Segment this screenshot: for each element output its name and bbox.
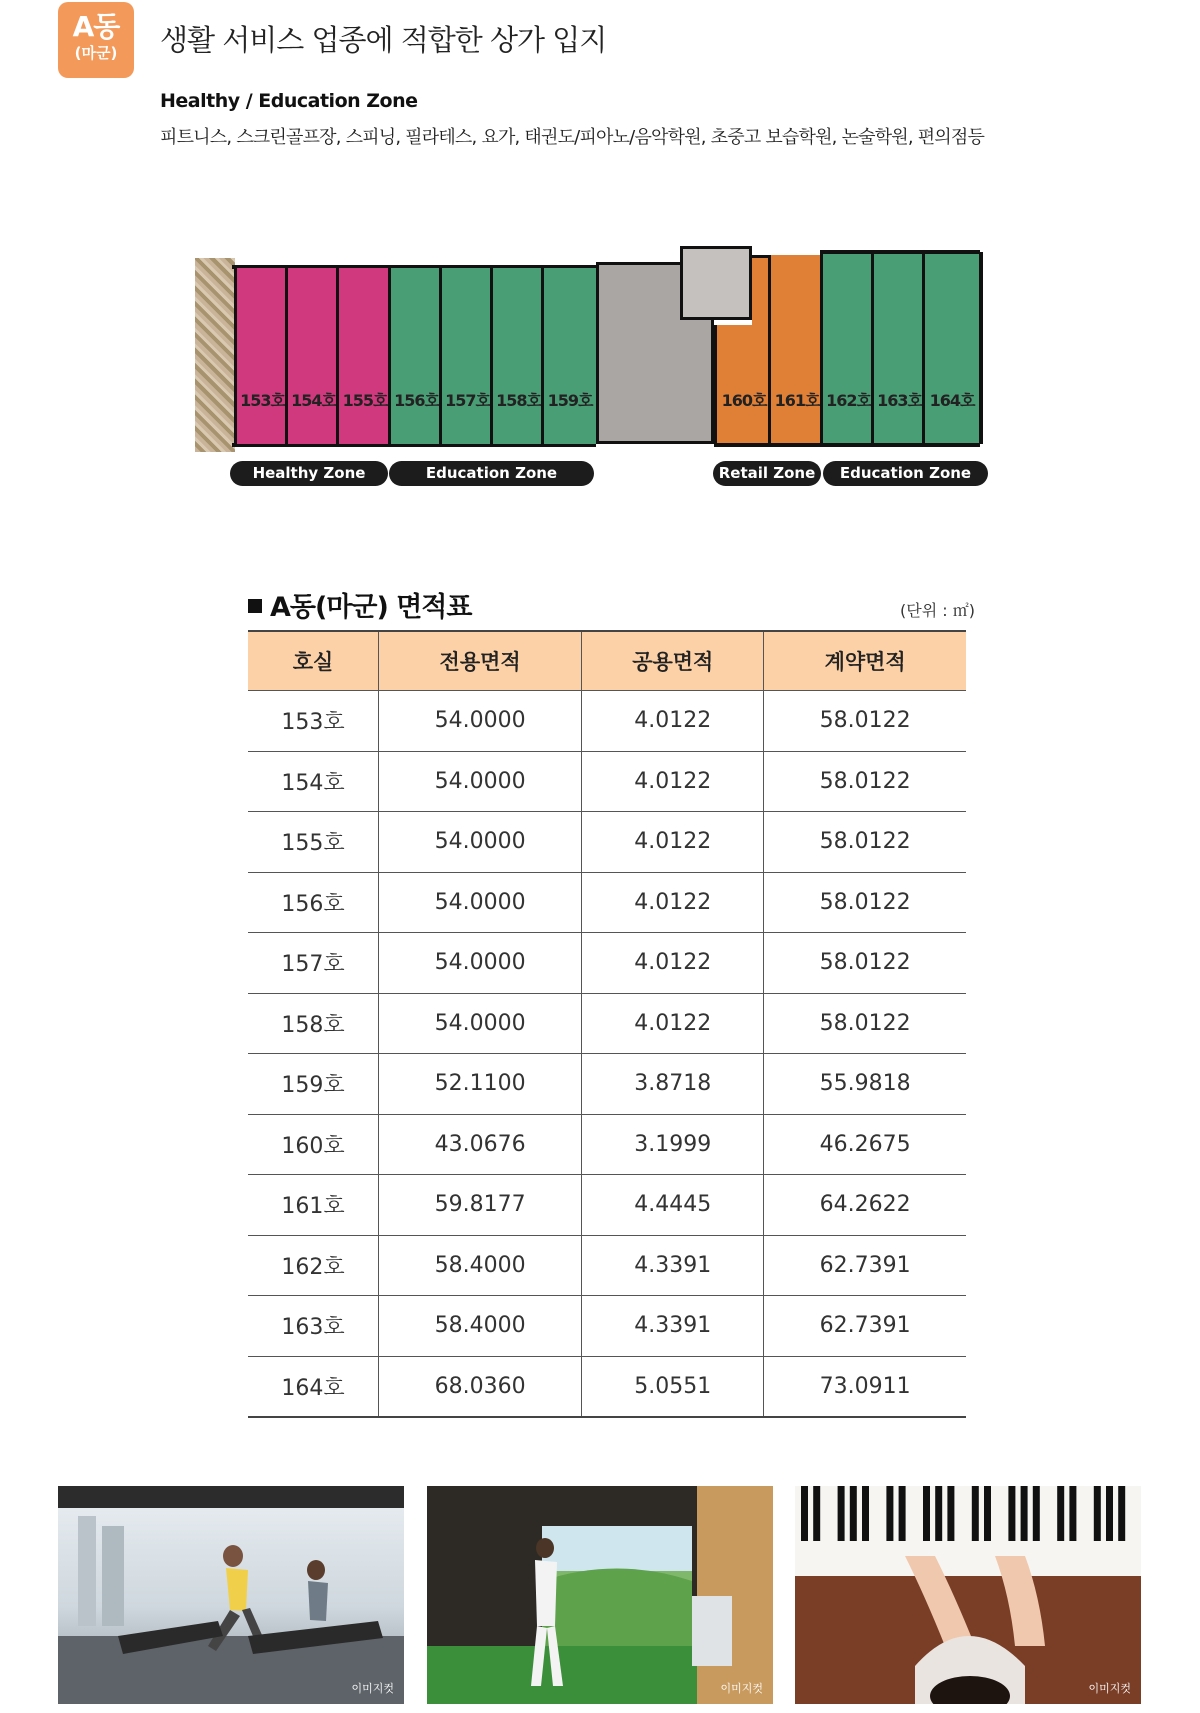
cell-exclusive-area: 54.0000 — [379, 993, 582, 1054]
cell-common-area: 4.4445 — [582, 1175, 764, 1236]
table-row — [248, 933, 966, 994]
cell-contract-area: 58.0122 — [764, 933, 966, 994]
unit-163: 163호 — [871, 252, 925, 444]
table-row — [248, 691, 966, 752]
col-header-unit: 호실 — [248, 631, 379, 691]
cell-common-area: 4.0122 — [582, 812, 764, 873]
cell-unit: 160호 — [248, 1114, 379, 1175]
unit-153: 153호 — [234, 268, 288, 444]
table-row — [248, 1054, 966, 1115]
cell-exclusive-area: 43.0676 — [379, 1114, 582, 1175]
cell-contract-area: 64.2622 — [764, 1175, 966, 1236]
cell-exclusive-area: 54.0000 — [379, 933, 582, 994]
unit-note: (단위 : ㎡) — [900, 601, 975, 620]
cell-common-area: 5.0551 — [582, 1356, 764, 1417]
col-header-exclusive: 전용면적 — [379, 631, 582, 691]
cell-contract-area: 46.2675 — [764, 1114, 966, 1175]
zone-pill-education-right: Education Zone — [823, 461, 988, 486]
stone-wall — [195, 258, 235, 452]
badge-sub-label: (마군) — [74, 44, 118, 62]
cell-exclusive-area: 54.0000 — [379, 751, 582, 812]
cell-exclusive-area: 52.1100 — [379, 1054, 582, 1115]
cell-common-area: 4.0122 — [582, 872, 764, 933]
cell-exclusive-area: 59.8177 — [379, 1175, 582, 1236]
cell-unit: 163호 — [248, 1296, 379, 1357]
cell-common-area: 3.8718 — [582, 1054, 764, 1115]
cell-contract-area: 73.0911 — [764, 1356, 966, 1417]
treadmill-runners-image — [58, 1486, 404, 1704]
cell-unit: 161호 — [248, 1175, 379, 1236]
cell-contract-area: 58.0122 — [764, 872, 966, 933]
zone-pill-healthy: Healthy Zone — [230, 461, 388, 486]
table-row — [248, 1296, 966, 1357]
col-header-common: 공용면적 — [582, 631, 764, 691]
col-header-contract: 계약면적 — [764, 631, 966, 691]
table-row — [248, 872, 966, 933]
cell-common-area: 4.0122 — [582, 933, 764, 994]
cell-unit: 153호 — [248, 691, 379, 752]
cell-contract-area: 58.0122 — [764, 993, 966, 1054]
cell-exclusive-area: 54.0000 — [379, 872, 582, 933]
photo-golf — [427, 1486, 773, 1704]
photo-caption: 이미지컷 — [1088, 1682, 1131, 1695]
photo-piano — [795, 1486, 1141, 1704]
cell-contract-area: 58.0122 — [764, 751, 966, 812]
table-header-row — [248, 631, 966, 691]
cell-unit: 158호 — [248, 993, 379, 1054]
page-headline: 생활 서비스 업종에 적합한 상가 입지 — [160, 23, 607, 57]
photo-caption: 이미지컷 — [351, 1682, 394, 1695]
cell-exclusive-area: 58.4000 — [379, 1296, 582, 1357]
core-stair — [680, 246, 752, 320]
table-row — [248, 993, 966, 1054]
cell-unit: 154호 — [248, 751, 379, 812]
cell-contract-area: 58.0122 — [764, 691, 966, 752]
cell-contract-area: 62.7391 — [764, 1235, 966, 1296]
table-row — [248, 812, 966, 873]
table-row — [248, 1175, 966, 1236]
cell-contract-area: 62.7391 — [764, 1296, 966, 1357]
area-table-title: A동(마군) 면적표 — [248, 585, 471, 624]
cell-common-area: 4.0122 — [582, 691, 764, 752]
cell-unit: 164호 — [248, 1356, 379, 1417]
area-table — [248, 630, 966, 1418]
cell-common-area: 3.1999 — [582, 1114, 764, 1175]
table-row — [248, 1114, 966, 1175]
cell-common-area: 4.0122 — [582, 993, 764, 1054]
cell-exclusive-area: 54.0000 — [379, 812, 582, 873]
unit-164: 164호 — [922, 252, 983, 444]
cell-contract-area: 58.0122 — [764, 812, 966, 873]
cell-common-area: 4.3391 — [582, 1296, 764, 1357]
floor-plan — [0, 0, 1200, 500]
outer-wall-bottom-right — [714, 443, 980, 447]
table-body — [248, 691, 966, 1418]
badge-building-label: A동 — [72, 10, 120, 43]
photo-fitness — [58, 1486, 404, 1704]
zone-pill-retail: Retail Zone — [713, 461, 821, 486]
unit-160: 160호 — [714, 325, 771, 444]
unit-162: 162호 — [820, 252, 874, 444]
cell-unit: 157호 — [248, 933, 379, 994]
cell-unit: 159호 — [248, 1054, 379, 1115]
cell-unit: 162호 — [248, 1235, 379, 1296]
unit-161: 161호 — [768, 255, 823, 444]
screen-golf-image — [427, 1486, 773, 1704]
unit-159: 159호 — [541, 268, 599, 444]
table-row — [248, 1235, 966, 1296]
unit-155: 155호 — [336, 268, 391, 444]
unit-158: 158호 — [490, 268, 544, 444]
unit-157: 157호 — [439, 268, 493, 444]
unit-154: 154호 — [285, 268, 339, 444]
unit-156: 156호 — [388, 268, 442, 444]
cell-contract-area: 55.9818 — [764, 1054, 966, 1115]
cell-common-area: 4.3391 — [582, 1235, 764, 1296]
zone-pill-education: Education Zone — [389, 461, 594, 486]
piano-hands-image — [795, 1486, 1141, 1704]
cell-common-area: 4.0122 — [582, 751, 764, 812]
table-row — [248, 1356, 966, 1417]
cell-unit: 156호 — [248, 872, 379, 933]
cell-exclusive-area: 54.0000 — [379, 691, 582, 752]
square-bullet-icon — [248, 599, 262, 613]
zone-description: 피트니스, 스크린골프장, 스피닝, 필라테스, 요가, 태권도/피아노/음악학원, 초중고 보습학원, 논술학원, 편의점등 — [160, 127, 985, 148]
photo-caption: 이미지컷 — [720, 1682, 763, 1695]
cell-exclusive-area: 58.4000 — [379, 1235, 582, 1296]
cell-exclusive-area: 68.0360 — [379, 1356, 582, 1417]
cell-unit: 155호 — [248, 812, 379, 873]
zone-title: Healthy / Education Zone — [160, 90, 418, 112]
table-row — [248, 751, 966, 812]
outer-wall-top-right — [820, 250, 980, 254]
